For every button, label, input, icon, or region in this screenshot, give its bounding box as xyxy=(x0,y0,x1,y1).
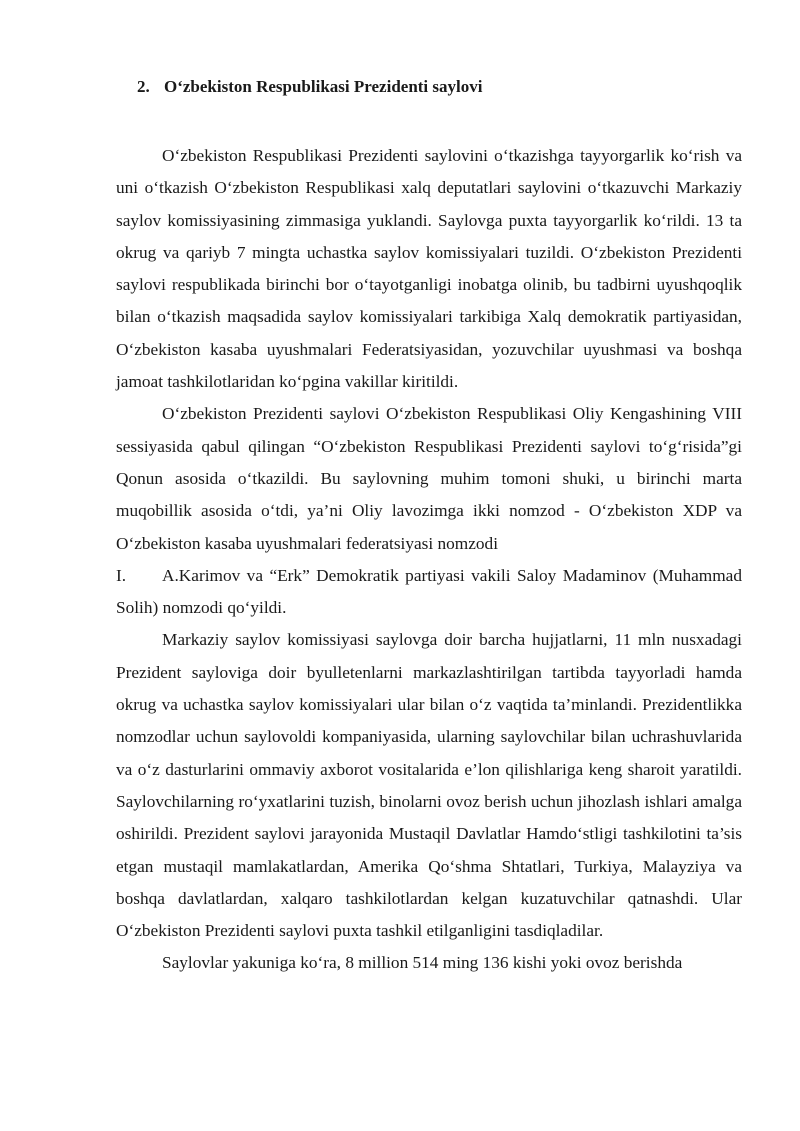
section-title: O‘zbekiston Respublikasi Prezidenti saylovi xyxy=(164,77,483,96)
list-item-candidates xyxy=(116,560,742,625)
paragraph-results: Saylovlar yakuniga ko‘ra, 8 million 514 ming 136 kishi yoki ovoz berishda xyxy=(162,953,683,973)
list-marker: I. xyxy=(116,565,127,585)
paragraph-preparation: O‘zbekiston Respublikasi Prezidenti saylovini o‘tkazishga tayyorgarlik ko‘rish va uni o‘tkazish O‘zbekiston Respublikasi xalq deputatlari saylovini o‘tkazuvchi Markaziy saylov komissiyasining zimmasiga yuklandi. Saylovga puxta tayyorgarlik ko‘rildi. 13 ta okrug va qariyb 7 mingta uchastka saylov komissiyalari tuzildi. O‘zbekiston Prezidenti saylovi respublikada birinchi bor o‘tayotganligi inobatga olinib, bu tadbirni uyushqoqlik bilan o‘tkazish maqsadida saylov komissiyalari tarkibiga Xalq demokratik partiyasidan, O‘zbekiston kasaba uyushmalari Federatsiyasidan, yozuvchilar uyushmasi va boshqa jamoat tashkilotlaridan ko‘pgina vakillar kiritildi. xyxy=(116,146,742,392)
section-heading xyxy=(137,76,482,98)
body-text xyxy=(116,140,742,980)
paragraph-election-law: O‘zbekiston Prezidenti saylovi O‘zbekiston Respublikasi Oliy Kengashining VIII sessiyasida qabul qilingan “O‘zbekiston Respublikasi Prezidenti saylovi to‘g‘risida”gi Qonun asosida o‘tkazildi. Bu saylovning muhim tomoni shuki, u birinchi marta muqobillik asosida o‘tdi, ya’ni Oliy lavozimga ikki nomzod - O‘zbekiston XDP va O‘zbekiston kasaba uyushmalari federatsiyasi nomzodi xyxy=(116,404,742,553)
section-number: 2. xyxy=(137,77,150,96)
paragraph-commission: Markaziy saylov komissiyasi saylovga doir barcha hujjatlarni, 11 mln nusxadagi Prezident sayloviga doir byulletenlarni markazlashtirilgan tartibda tayyorladi hamda okrug va uchastka saylov komissiyalari ular bilan o‘z vaqtida ta’minlandi. Prezidentlikka nomzodlar uchun saylovoldi kompaniyasida, ularning saylovchilar bilan uchrashuvlarida va o‘z dasturlarini ommaviy axborot vositalarida e’lon qilishlariga keng sharoit yaratildi. Saylovchilarning ro‘yxatlarini tuzish, binolarni ovoz berish uchun jihozlash ishlari amalga oshirildi. Prezident saylovi jarayonida Mustaqil Davlatlar Hamdo‘stligi tashkilotini ta’sis etgan mustaqil mamlakatlardan, Amerika Qo‘shma Shtatlari, Turkiya, Malayziya va boshqa davlatlardan, xalqaro tashkilotlardan kelgan kuzatuvchilar qatnashdi. Ular O‘zbekiston Prezidenti saylovi puxta tashkil etilganligini tasdiqladilar. xyxy=(116,630,742,941)
list-item-text: A.Karimov va “Erk” Demokratik partiyasi vakili Saloy Madaminov (Muhammad Solih) nomzodi qo‘yildi. xyxy=(116,565,742,618)
